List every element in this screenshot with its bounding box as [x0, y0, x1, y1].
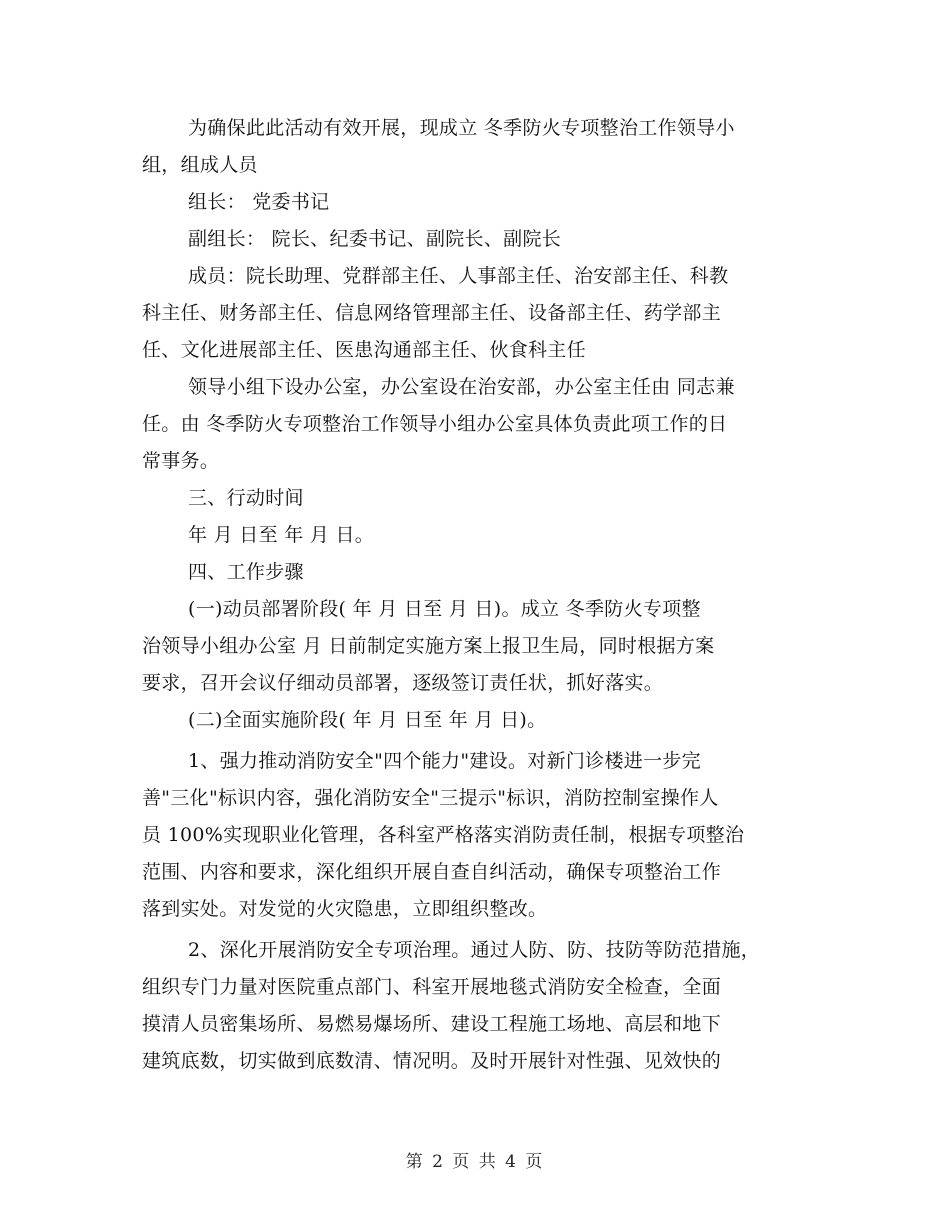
paragraph-line: 为确保此此活动有效开展，现成立 冬季防火专项整治工作领导小: [188, 117, 735, 139]
members-line: 任、文化进展部主任、医患沟通部主任、伙食科主任: [142, 339, 586, 361]
section-heading: 四、工作步骤: [188, 561, 304, 583]
paragraph-line: 善"三化"标识内容，强化消防安全"三提示"标识，消防控制室操作人: [142, 787, 719, 809]
paragraph-line: 落到实处。对发觉的火灾隐患，立即组织整改。: [142, 898, 548, 920]
paragraph-line: 员 100%实现职业化管理，各科室严格落实消防责任制，根据专项整治: [142, 824, 745, 846]
paragraph-line: 组，组成人员: [142, 154, 258, 176]
paragraph-line: 年 月 日至 年 月 日。: [188, 524, 375, 546]
paragraph-line: (一)动员部署阶段( 年 月 日至 月 日)。成立 冬季防火专项整: [188, 598, 701, 620]
page-number-footer: 第 2 页 共 4 页: [405, 1152, 545, 1172]
paragraph-line: 范围、内容和要求，深化组织开展自查自纠活动，确保专项整治工作: [142, 861, 722, 883]
paragraph-line: 任。由 冬季防火专项整治工作领导小组办公室具体负责此项工作的日: [142, 413, 728, 435]
paragraph-line: 1、强力推动消防安全"四个能力"建设。对新门诊楼进一步完: [188, 750, 701, 772]
paragraph-line: 摸清人员密集场所、易燃易爆场所、建设工程施工场地、高层和地下: [142, 1013, 722, 1035]
document-body: [142, 110, 802, 1080]
section-heading: 三、行动时间: [188, 487, 304, 509]
paragraph-line: 2、深化开展消防安全专项治理。通过人防、防、技防等防范措施，: [188, 939, 761, 961]
paragraph-line: 常事务。: [142, 450, 220, 472]
paragraph-line: 领导小组下设办公室，办公室设在治安部，办公室主任由 同志兼: [188, 376, 735, 398]
members-line: 科主任、财务部主任、信息网络管理部主任、设备部主任、药学部主: [142, 302, 722, 324]
paragraph-line: 治领导小组办公室 月 日前制定实施方案上报卫生局，同时根据方案: [142, 635, 715, 657]
paragraph-line: 组织专门力量对医院重点部门、科室开展地毯式消防安全检查，全面: [142, 976, 722, 998]
group-leader-line: 组长： 党委书记: [188, 191, 330, 213]
deputy-leader-line: 副组长： 院长、纪委书记、副院长、副院长: [188, 228, 562, 250]
paragraph-line: 要求，召开会议仔细动员部署，逐级签订责任状，抓好落实。: [142, 672, 664, 694]
members-line: 成员：院长助理、党群部主任、人事部主任、治安部主任、科教: [188, 265, 729, 287]
paragraph-line: 建筑底数，切实做到底数清、情况明。及时开展针对性强、见效快的: [142, 1050, 722, 1072]
paragraph-line: (二)全面实施阶段( 年 月 日至 年 月 日)。: [188, 709, 547, 731]
